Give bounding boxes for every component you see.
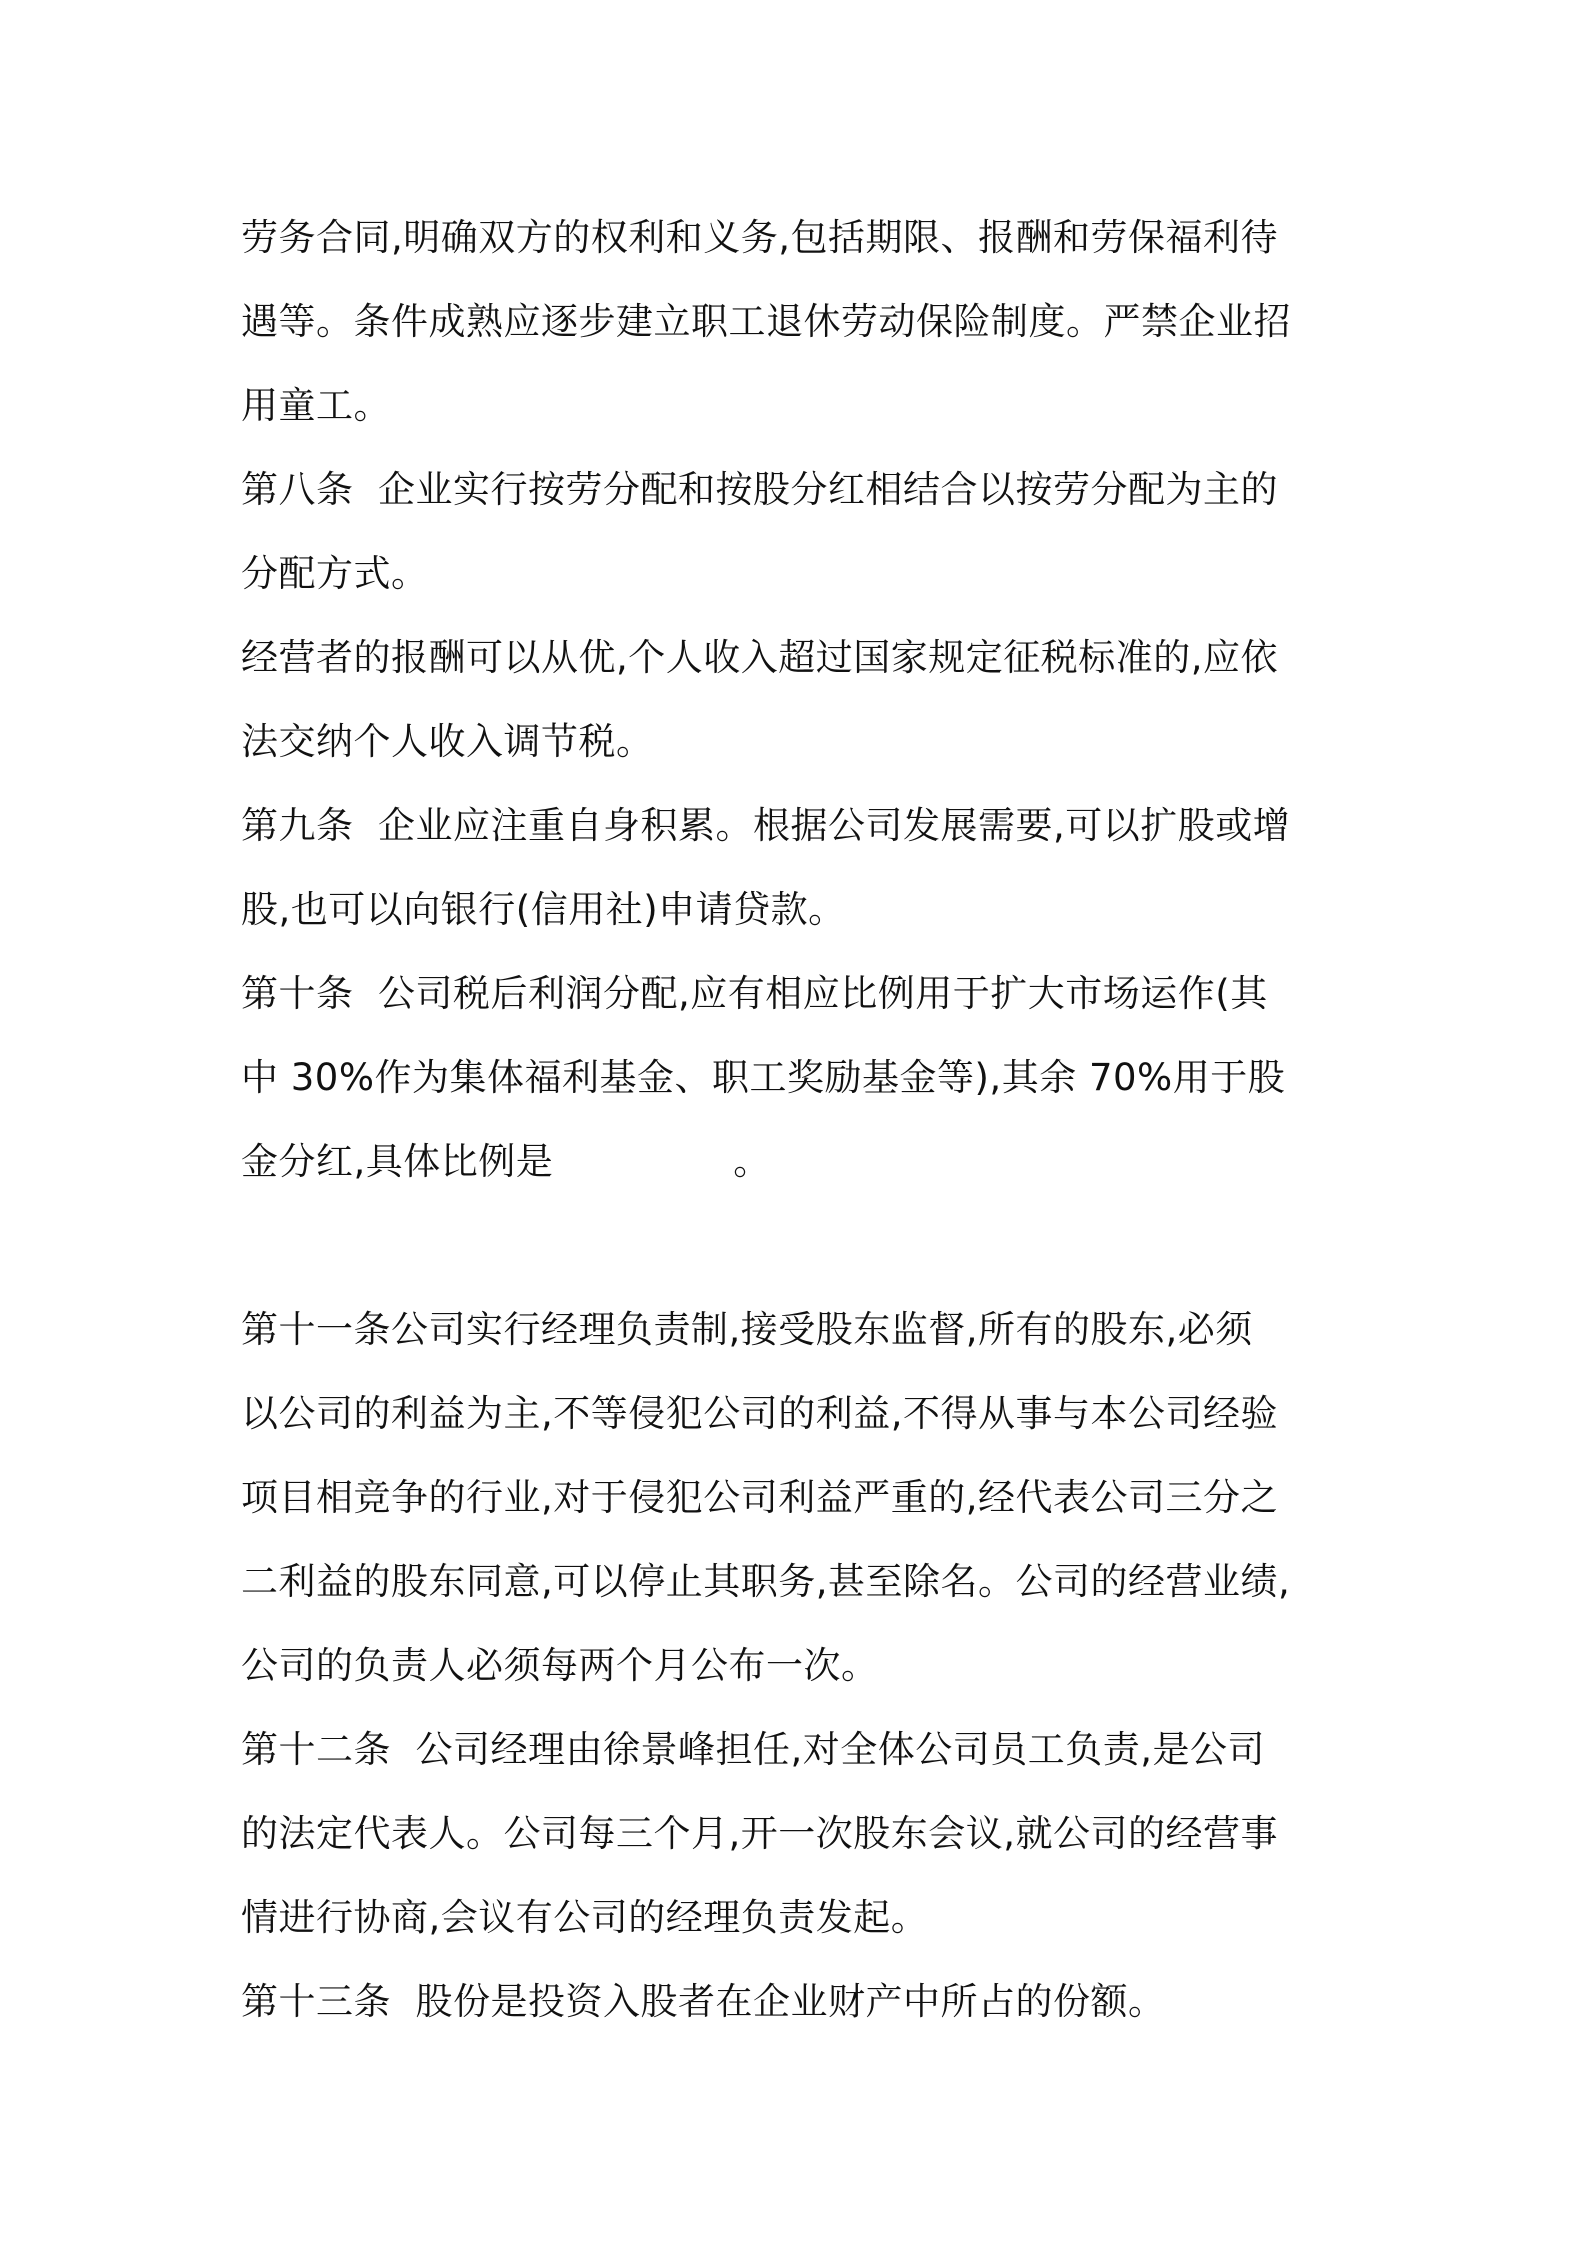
ratio-suffix: 。: [733, 1140, 771, 1183]
text-line: 二利益的股东同意,可以停止其职务,甚至除名。公司的经营业绩,: [241, 1560, 1291, 1603]
article-9-heading: 第九条 企业应注重自身积累。根据公司发展需要,可以扩股或增: [241, 804, 1291, 847]
text-line: 情进行协商,会议有公司的经理负责发起。: [241, 1896, 929, 1939]
article-11-heading: 第十一条公司实行经理负责制,接受股东监督,所有的股东,必须: [241, 1308, 1253, 1351]
text-line: 遇等。条件成熟应逐步建立职工退休劳动保险制度。严禁企业招: [241, 300, 1291, 343]
document-page: [241, 196, 1351, 2044]
text-line: 项目相竞争的行业,对于侵犯公司利益严重的,经代表公司三分之: [241, 1476, 1279, 1519]
text-line: 中 30%作为集体福利基金、职工奖励基金等),其余 70%用于股: [241, 1056, 1286, 1099]
article-12-heading: 第十二条 公司经理由徐景峰担任,对全体公司员工负责,是公司: [241, 1728, 1266, 1771]
article-13-heading: 第十三条 股份是投资入股者在企业财产中所占的份额。: [241, 1980, 1166, 2023]
article-8-heading: 第八条 企业实行按劳分配和按股分红相结合以按劳分配为主的: [241, 468, 1279, 511]
text-line: 的法定代表人。公司每三个月,开一次股东会议,就公司的经营事: [241, 1812, 1279, 1855]
ratio-prefix: 金分红,具体比例是: [241, 1140, 554, 1183]
text-line: 分配方式。: [241, 552, 429, 595]
text-line: 公司的负责人必须每两个月公布一次。: [241, 1644, 879, 1687]
text-line: 经营者的报酬可以从优,个人收入超过国家规定征税标准的,应依: [241, 636, 1279, 679]
ratio-line: [241, 1120, 1351, 1204]
text-line: 以公司的利益为主,不等侵犯公司的利益,不得从事与本公司经验: [241, 1392, 1279, 1435]
text-line: 股,也可以向银行(信用社)申请贷款。: [241, 888, 846, 931]
article-10-heading: 第十条 公司税后利润分配,应有相应比例用于扩大市场运作(其: [241, 972, 1268, 1015]
text-line: 法交纳个人收入调节税。: [241, 720, 654, 763]
text-line: 用童工。: [241, 384, 391, 427]
text-line: 劳务合同,明确双方的权利和义务,包括期限、报酬和劳保福利待: [241, 216, 1279, 259]
paragraph-gap: [241, 1204, 1351, 1288]
